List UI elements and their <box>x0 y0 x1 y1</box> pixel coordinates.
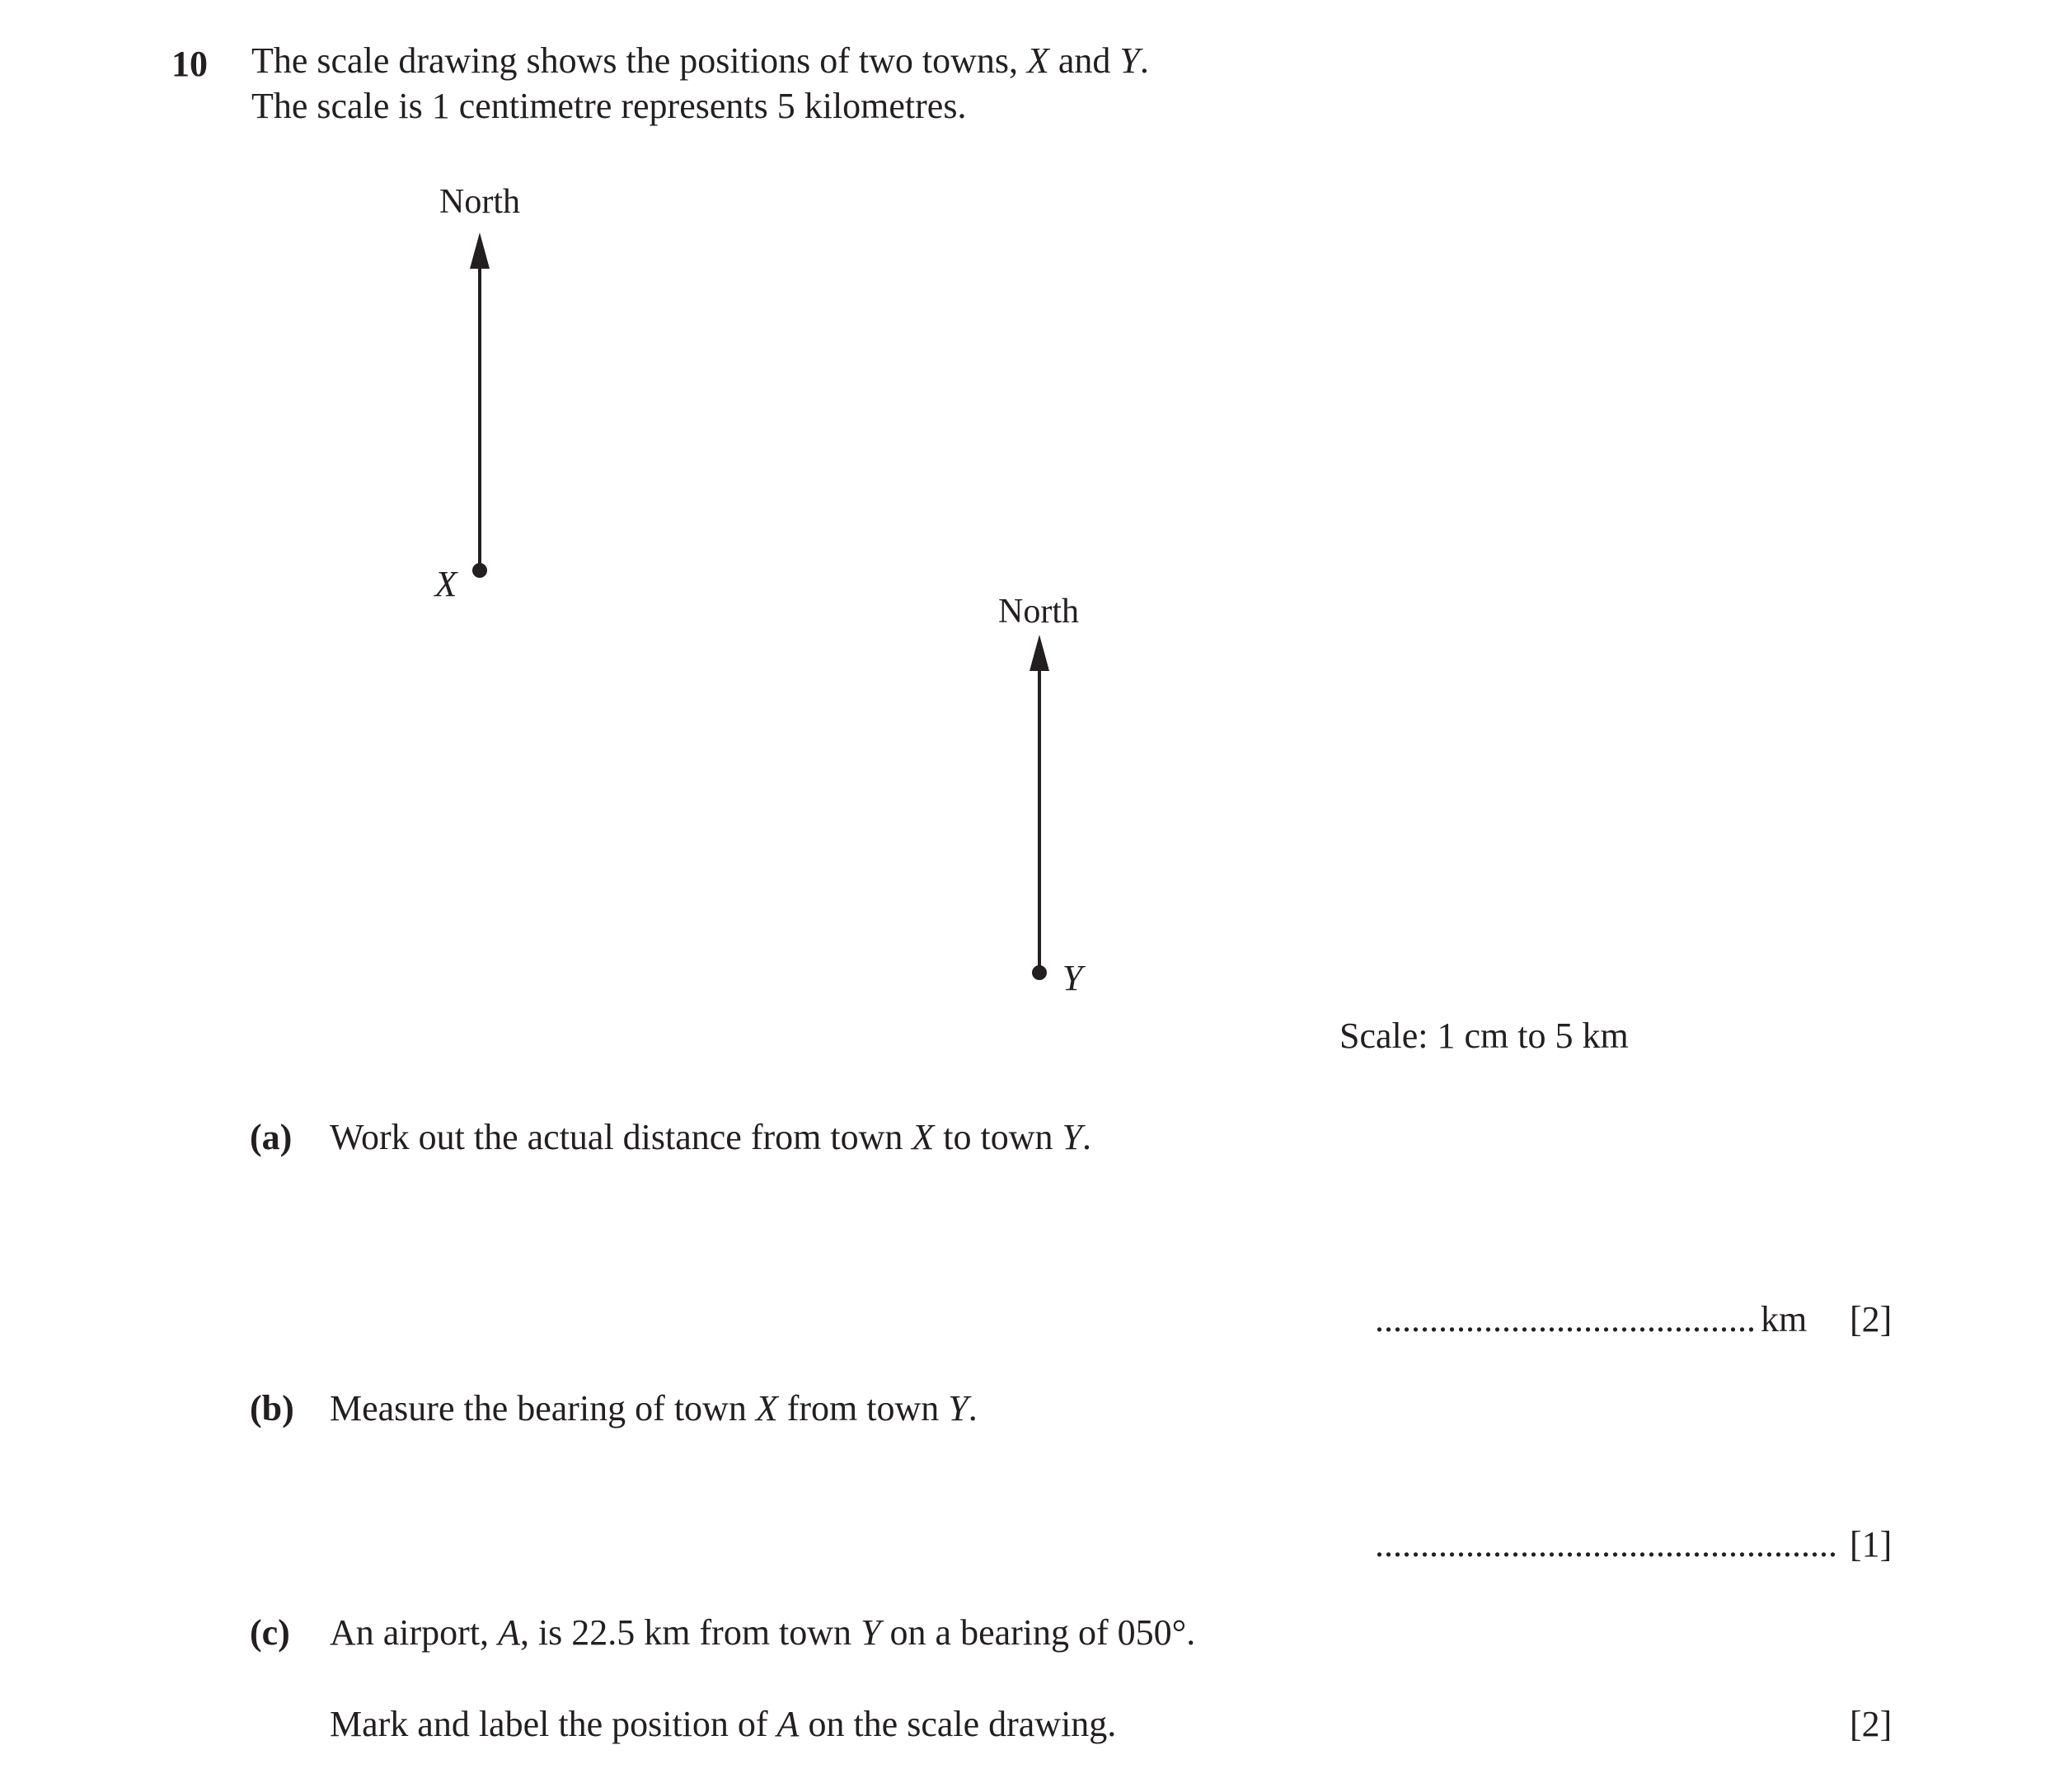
question-intro-line-1: The scale drawing shows the positions of two towns, X and Y. <box>251 40 1149 81</box>
italic-variable: Y <box>1062 1117 1082 1157</box>
part-b-marks: [1] <box>1850 1524 1893 1564</box>
north-label-y: North <box>998 593 1079 631</box>
part-c-label: (c) <box>250 1612 290 1653</box>
town-y-point <box>1032 965 1047 980</box>
north-label-x: North <box>439 183 520 221</box>
part-b-question: Measure the bearing of town X from town Y. <box>330 1388 978 1428</box>
part-c-marks: [2] <box>1850 1704 1893 1744</box>
town-x-label: X <box>434 564 457 604</box>
part-b-label: (b) <box>250 1388 294 1428</box>
north-arrowhead-y <box>1030 635 1049 671</box>
part-a-label: (a) <box>250 1117 293 1157</box>
question-intro-line-2: The scale is 1 centimetre represents 5 kilometres. <box>251 86 967 126</box>
italic-variable: X <box>1027 40 1049 81</box>
part-c-instruction: Mark and label the position of A on the scale drawing. <box>330 1704 1117 1744</box>
part-b-answer-dots[interactable]: ................................................... <box>1375 1524 1837 1564</box>
question-number: 10 <box>171 44 208 84</box>
part-a-marks: [2] <box>1850 1299 1893 1339</box>
part-c-question: An airport, A, is 22.5 km from town Y on a bearing of 050°. <box>330 1612 1196 1653</box>
part-a-answer-unit: km <box>1761 1299 1808 1339</box>
part-b-answer-line[interactable] <box>1375 1524 1837 1564</box>
italic-variable: Y <box>948 1388 969 1428</box>
italic-variable: X <box>912 1117 935 1157</box>
part-a-answer-line[interactable] <box>1375 1299 1808 1339</box>
town-y-label: Y <box>1062 958 1083 998</box>
part-a-question: Work out the actual distance from town X to town Y. <box>330 1117 1091 1157</box>
italic-variable: X <box>755 1388 778 1428</box>
italic-variable: Y <box>1119 40 1140 81</box>
scale-label: Scale: 1 cm to 5 km <box>1339 1016 1629 1056</box>
town-x-point <box>472 563 487 578</box>
italic-variable: Y <box>861 1612 881 1653</box>
north-arrowhead-x <box>470 232 490 269</box>
italic-variable: A <box>498 1612 520 1653</box>
part-a-answer-dots[interactable]: .......................................... <box>1375 1299 1756 1339</box>
italic-variable: A <box>776 1704 800 1744</box>
